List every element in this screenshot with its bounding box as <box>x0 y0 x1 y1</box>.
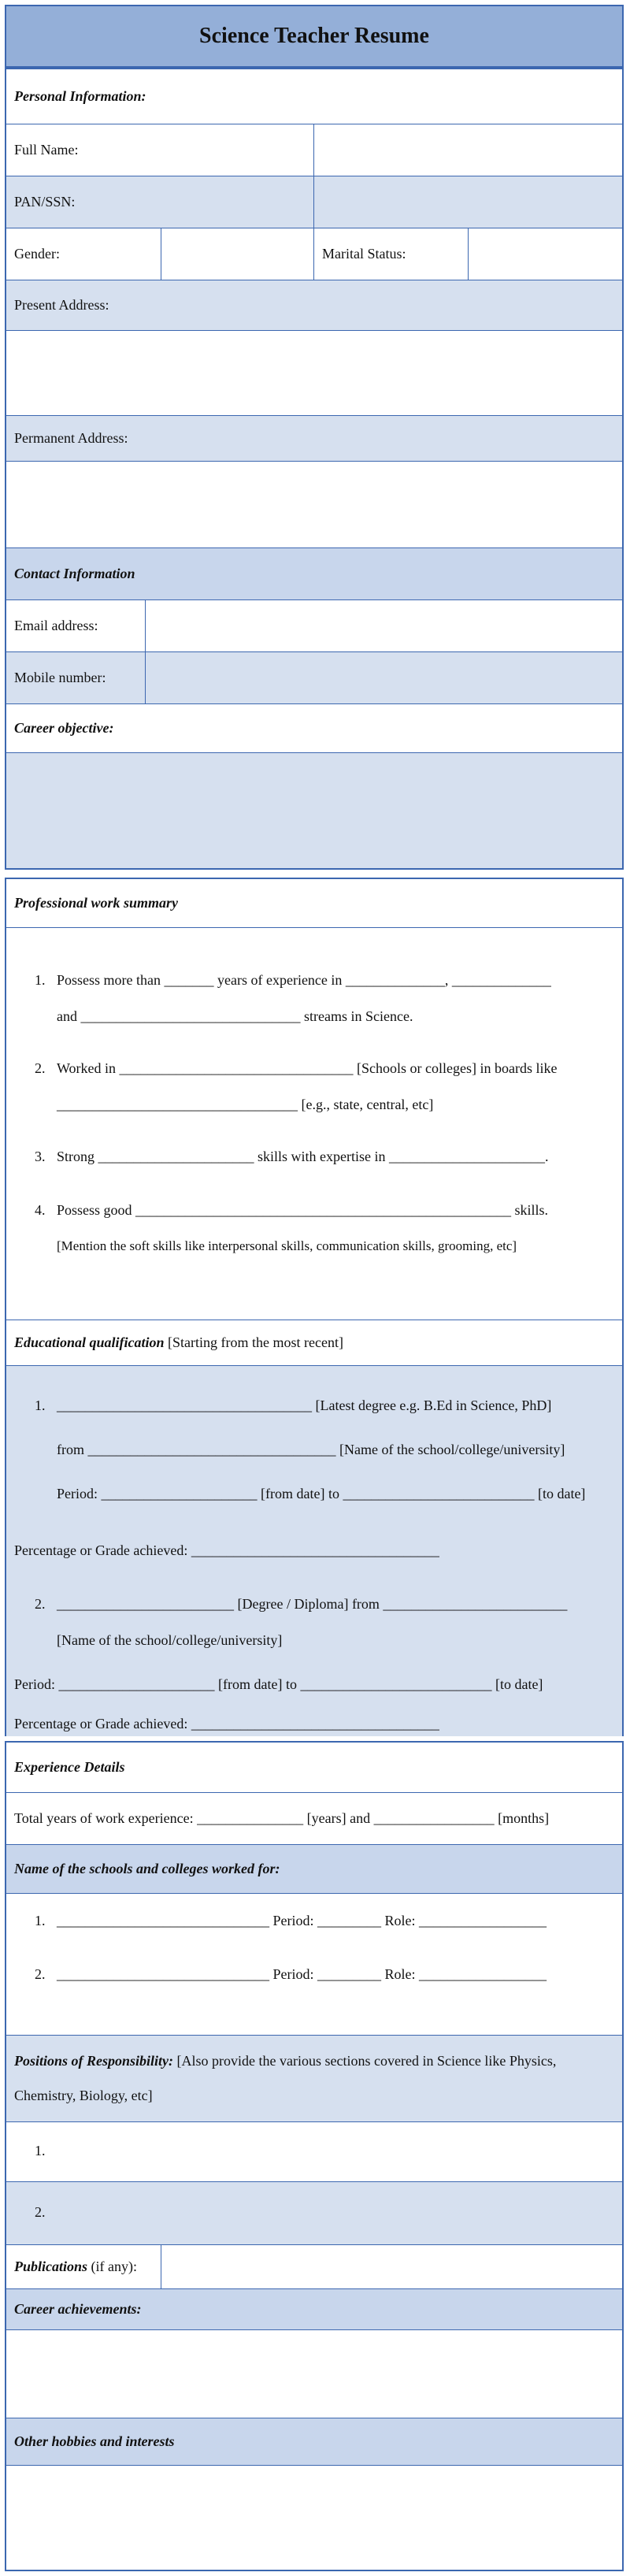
positions-note: [Also provide the various sections covered in Science like Physics, <box>173 2053 557 2069</box>
present-address-field[interactable] <box>6 331 622 416</box>
school-1-line: ______________________________ Period: _________ Role: __________________ <box>57 1913 547 1928</box>
education-heading-cell <box>6 1320 622 1365</box>
education-heading: Educational qualification <box>14 1334 165 1350</box>
work-item-1-number: 1. <box>35 972 46 988</box>
full-name-field[interactable] <box>313 124 622 176</box>
hobbies-heading: Other hobbies and interests <box>14 2433 175 2449</box>
publications-label: Publications <box>14 2259 88 2274</box>
position-2-row[interactable] <box>6 2182 622 2245</box>
work-item-2-line2: __________________________________ [e.g., state, central, etc] <box>57 1097 434 1112</box>
position-1-row[interactable] <box>6 2122 622 2182</box>
edu-1-school: from ___________________________________ [Name of the school/college/university] <box>57 1442 565 1457</box>
mobile-field[interactable] <box>145 652 622 703</box>
edu-1-number: 1. <box>35 1397 46 1413</box>
page-title: Science Teacher Resume <box>5 5 624 68</box>
email-field[interactable] <box>145 600 622 651</box>
school-2-line: ______________________________ Period: _________ Role: __________________ <box>57 1966 547 1982</box>
gender-row <box>6 228 622 280</box>
work-summary-list <box>6 928 622 1320</box>
experience-heading: Experience Details <box>14 1759 125 1775</box>
positions-line-1 <box>14 2053 556 2069</box>
schools-heading: Name of the schools and colleges worked for: <box>14 1861 280 1876</box>
education-list <box>6 1366 622 1736</box>
work-item-1-line1: Possess more than _______ years of experience in ______________, ______________ <box>57 972 551 988</box>
publications-row <box>6 2245 622 2289</box>
personal-heading-row <box>6 69 622 124</box>
positions-heading-row <box>6 2036 622 2122</box>
edu-1-period: Period: ______________________ [from date] to ___________________________ [to date] <box>57 1486 586 1501</box>
work-summary-heading: Professional work summary <box>14 895 179 911</box>
school-1-number: 1. <box>35 1913 46 1928</box>
contact-heading: Contact Information <box>14 566 135 581</box>
mobile-row <box>6 652 622 704</box>
marital-status-label: Marital Status: <box>313 228 468 280</box>
work-item-2-line1: Worked in _________________________________ [Schools or colleges] in boards like <box>57 1060 558 1076</box>
position-1-number: 1. <box>35 2143 46 2158</box>
achievements-heading-row <box>6 2289 622 2330</box>
personal-info-section <box>5 68 624 870</box>
work-summary-heading-row <box>6 879 622 928</box>
pan-ssn-label: PAN/SSN: <box>14 194 76 210</box>
email-label: Email address: <box>14 618 98 633</box>
achievements-field[interactable] <box>6 2330 622 2418</box>
full-name-label: Full Name: <box>14 142 79 158</box>
hobbies-heading-row <box>6 2418 622 2466</box>
edu-2-period: Period: ______________________ [from date] to ___________________________ [to date] <box>14 1676 543 1692</box>
personal-heading: Personal Information: <box>14 88 146 104</box>
work-item-2-number: 2. <box>35 1060 46 1076</box>
permanent-address-row <box>6 416 622 462</box>
edu-2-percentage: Percentage or Grade achieved: ___________________________________ <box>14 1716 439 1732</box>
pan-row <box>6 176 622 228</box>
publications-field[interactable] <box>161 2245 622 2288</box>
experience-section <box>5 1741 624 2571</box>
total-experience: Total years of work experience: _______________ [years] and _________________ [months] <box>14 1810 550 1826</box>
work-item-4-line2: [Mention the soft skills like interpersonal skills, communication skills, grooming, etc] <box>57 1238 517 1253</box>
schools-heading-row <box>6 1845 622 1894</box>
mobile-label: Mobile number: <box>14 670 106 685</box>
edu-1-percentage: Percentage or Grade achieved: ___________________________________ <box>14 1542 439 1558</box>
positions-note-2: Chemistry, Biology, etc] <box>14 2088 153 2103</box>
full-name-row <box>6 124 622 176</box>
edu-2-number: 2. <box>35 1596 46 1612</box>
permanent-address-field[interactable] <box>6 462 622 548</box>
career-objective-label: Career objective: <box>14 720 114 736</box>
edu-2-school: [Name of the school/college/university] <box>57 1632 283 1648</box>
work-item-4-line1: Possess good _____________________________________________________ skills. <box>57 1202 549 1218</box>
education-heading-note: [Starting from the most recent] <box>164 1334 343 1350</box>
experience-heading-row <box>6 1743 622 1793</box>
publications-note: (if any): <box>87 2259 137 2274</box>
work-item-3-line1: Strong ______________________ skills with expertise in ______________________. <box>57 1149 549 1164</box>
marital-status-field[interactable] <box>468 228 622 280</box>
email-row <box>6 600 622 652</box>
present-address-label: Present Address: <box>14 297 109 313</box>
publications-label-cell <box>6 2245 161 2288</box>
edu-1-degree: ____________________________________ [Latest degree e.g. B.Ed in Science, PhD] <box>57 1397 552 1413</box>
position-2-number: 2. <box>35 2204 46 2220</box>
gender-label: Gender: <box>14 246 60 262</box>
work-item-3-number: 3. <box>35 1149 46 1164</box>
education-heading-row <box>6 1320 622 1366</box>
gender-field[interactable] <box>161 228 313 280</box>
contact-heading-row <box>6 548 622 600</box>
career-objective-row <box>6 704 622 753</box>
work-item-4-number: 4. <box>35 1202 46 1218</box>
pan-ssn-field[interactable] <box>313 176 622 228</box>
achievements-heading: Career achievements: <box>14 2301 142 2317</box>
total-experience-row <box>6 1793 622 1845</box>
school-2-number: 2. <box>35 1966 46 1982</box>
work-item-1-line2: and _______________________________ streams in Science. <box>57 1008 413 1024</box>
career-objective-field[interactable] <box>6 753 622 868</box>
schools-list <box>6 1894 622 2036</box>
work-education-section <box>5 878 624 1736</box>
present-address-row <box>6 280 622 331</box>
positions-heading: Positions of Responsibility: <box>14 2053 174 2069</box>
edu-2-degree: _________________________ [Degree / Diploma] from __________________________ <box>57 1596 568 1612</box>
permanent-address-label: Permanent Address: <box>14 430 128 446</box>
hobbies-field[interactable] <box>6 2466 622 2570</box>
